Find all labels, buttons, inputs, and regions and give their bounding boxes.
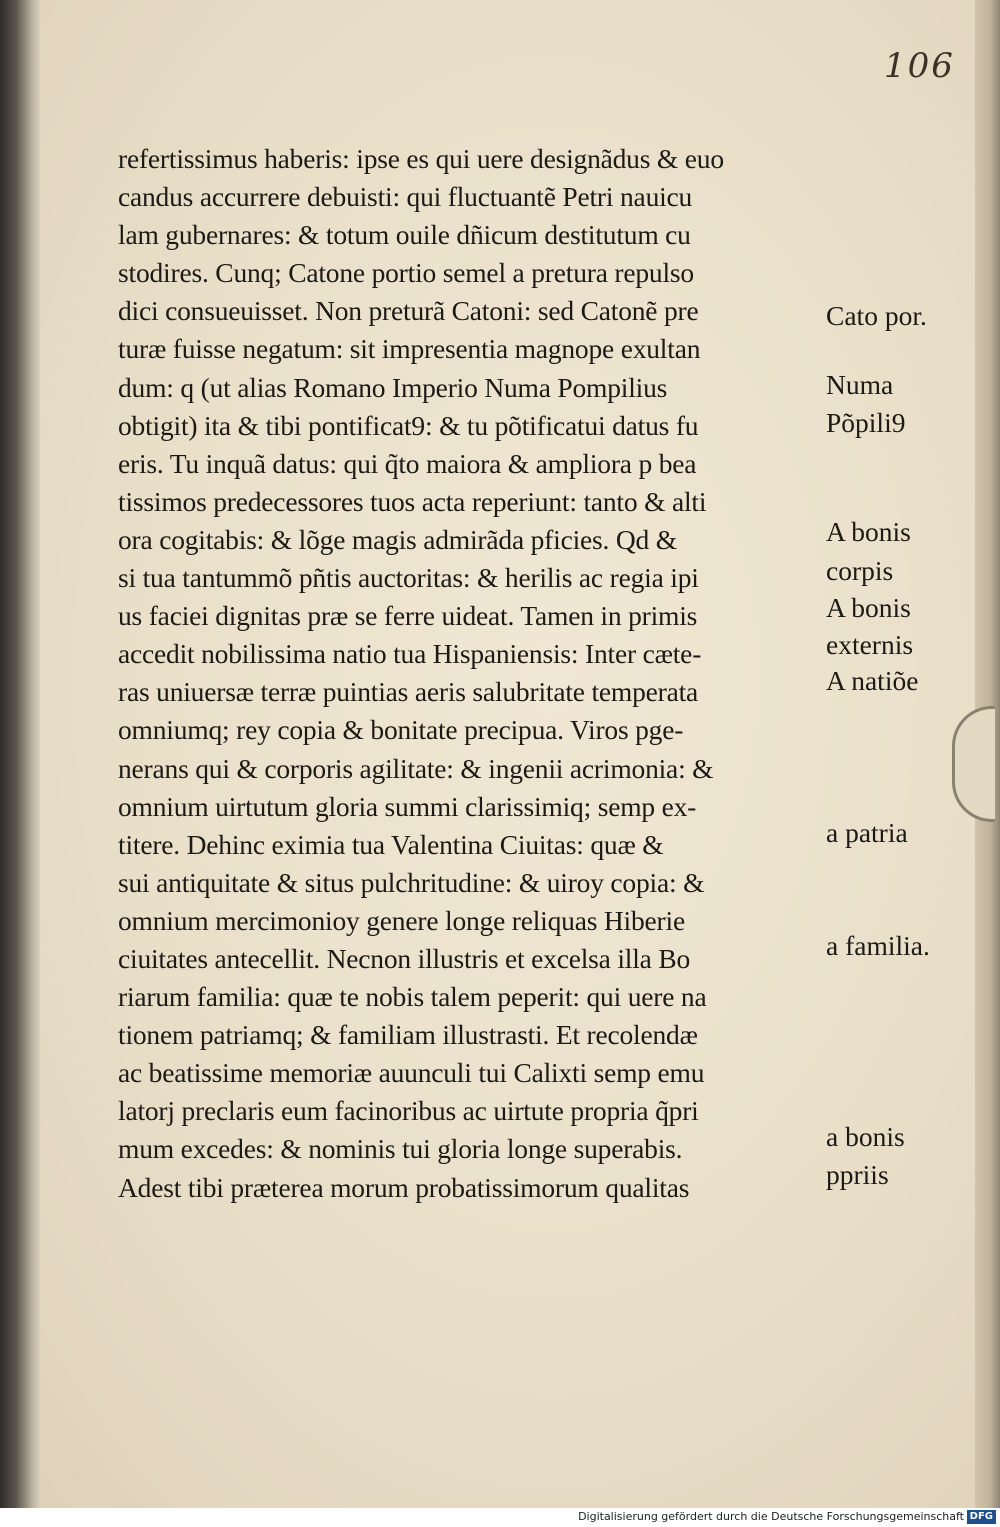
text-line: refertissimus haberis: ipse es qui uere designãdus & euo — [118, 143, 724, 174]
text-line: ora cogitabis: & lõge magis admirãda pficies. Qd & — [118, 523, 677, 555]
text-line: accedit nobilissima natio tua Hispaniensis: Inter cæte- — [118, 638, 702, 670]
marginal-note: a familia. — [826, 930, 930, 961]
text-line: Adest tibi præterea morum probatissimorum qualitas — [118, 1171, 690, 1203]
marginal-note: A bonis — [826, 592, 911, 623]
text-line: latorj preclaris eum facinoribus ac uirtute propria q̃pri — [118, 1095, 699, 1127]
text-line: ac beatissime memoriæ auunculi tui Calixti semp emu — [118, 1057, 705, 1089]
text-line: candus accurrere debuisti: qui fluctuantẽ Petri nauicu — [118, 181, 693, 213]
text-line: tionem patriamq; & familiam illustrasti. Et recolendæ — [118, 1019, 698, 1051]
marginal-note: externis — [826, 629, 914, 660]
digitization-footer — [0, 1508, 1000, 1527]
dfg-logo: DFG — [967, 1510, 996, 1524]
text-line: omnium uirtutum gloria summi clarissimiq; semp ex- — [118, 790, 697, 822]
text-line: si tua tantummõ pñtis auctoritas: & herilis ac regia ipi — [118, 562, 699, 594]
text-line: ciuitates antecellit. Necnon illustris et excelsa illa Bo — [118, 942, 691, 974]
text-line: tissimos predecessores tuos acta reperiunt: tanto & alti — [118, 485, 707, 517]
marginal-note: ppriis — [826, 1159, 889, 1190]
text-line: dum: q (ut alias Romano Imperio Numa Pompilius — [118, 371, 668, 403]
text-line: omniumq; rey copia & bonitate precipua. Viros pge- — [118, 714, 684, 746]
text-line: mum excedes: & nominis tui gloria longe superabis. — [118, 1133, 683, 1165]
text-line: ras uniuersæ terræ puintias aeris salubritate temperata — [118, 676, 699, 708]
marginal-note: Cato por. — [826, 300, 927, 331]
marginal-note: a bonis — [826, 1121, 905, 1152]
text-line: nerans qui & corporis agilitate: & ingenii acrimonia: & — [118, 752, 714, 784]
main-text-block — [118, 140, 818, 1207]
folio-number: 106 — [884, 46, 955, 86]
marginal-note: a patria — [826, 817, 908, 848]
text-line: obtigit) ita & tibi pontificat9: & tu põtificatui datus fu — [118, 409, 699, 441]
text-line: dici consueuisset. Non preturã Catoni: sed Catonẽ pre — [118, 295, 699, 327]
bleed-through-text — [846, 712, 852, 739]
funding-credit: Digitalisierung gefördert durch die Deutsche Forschungsgemeinschaft — [578, 1510, 964, 1523]
text-line: sui antiquitate & situs pulchritudine: & uiroy copia: & — [118, 866, 705, 898]
book-binding — [0, 0, 40, 1508]
marginal-note: Numa — [826, 369, 894, 400]
text-line: turæ fuisse negatum: sit impresentia magnope exultan — [118, 333, 701, 365]
text-line: omnium mercimonioy genere longe reliquas Hiberie — [118, 904, 685, 936]
page-clip — [952, 706, 995, 822]
text-line: eris. Tu inquã datus: qui q̃to maiora & ampliora p bea — [118, 447, 697, 479]
marginal-note: A natiõe — [826, 665, 919, 696]
text-line: riarum familia: quæ te nobis talem peperit: qui uere na — [118, 981, 707, 1013]
marginal-note: Põpili9 — [826, 407, 906, 438]
text-line: stodires. Cunq; Catone portio semel a pretura repulso — [118, 257, 694, 289]
text-line: lam gubernares: & totum ouile dñicum destitutum cu — [118, 219, 691, 251]
marginal-note: corpis — [826, 555, 894, 586]
text-line: us faciei dignitas præ se ferre uideat. Tamen in primis — [118, 600, 698, 632]
marginal-note: A bonis — [826, 516, 911, 547]
text-line: titere. Dehinc eximia tua Valentina Ciuitas: quæ & — [118, 828, 664, 860]
